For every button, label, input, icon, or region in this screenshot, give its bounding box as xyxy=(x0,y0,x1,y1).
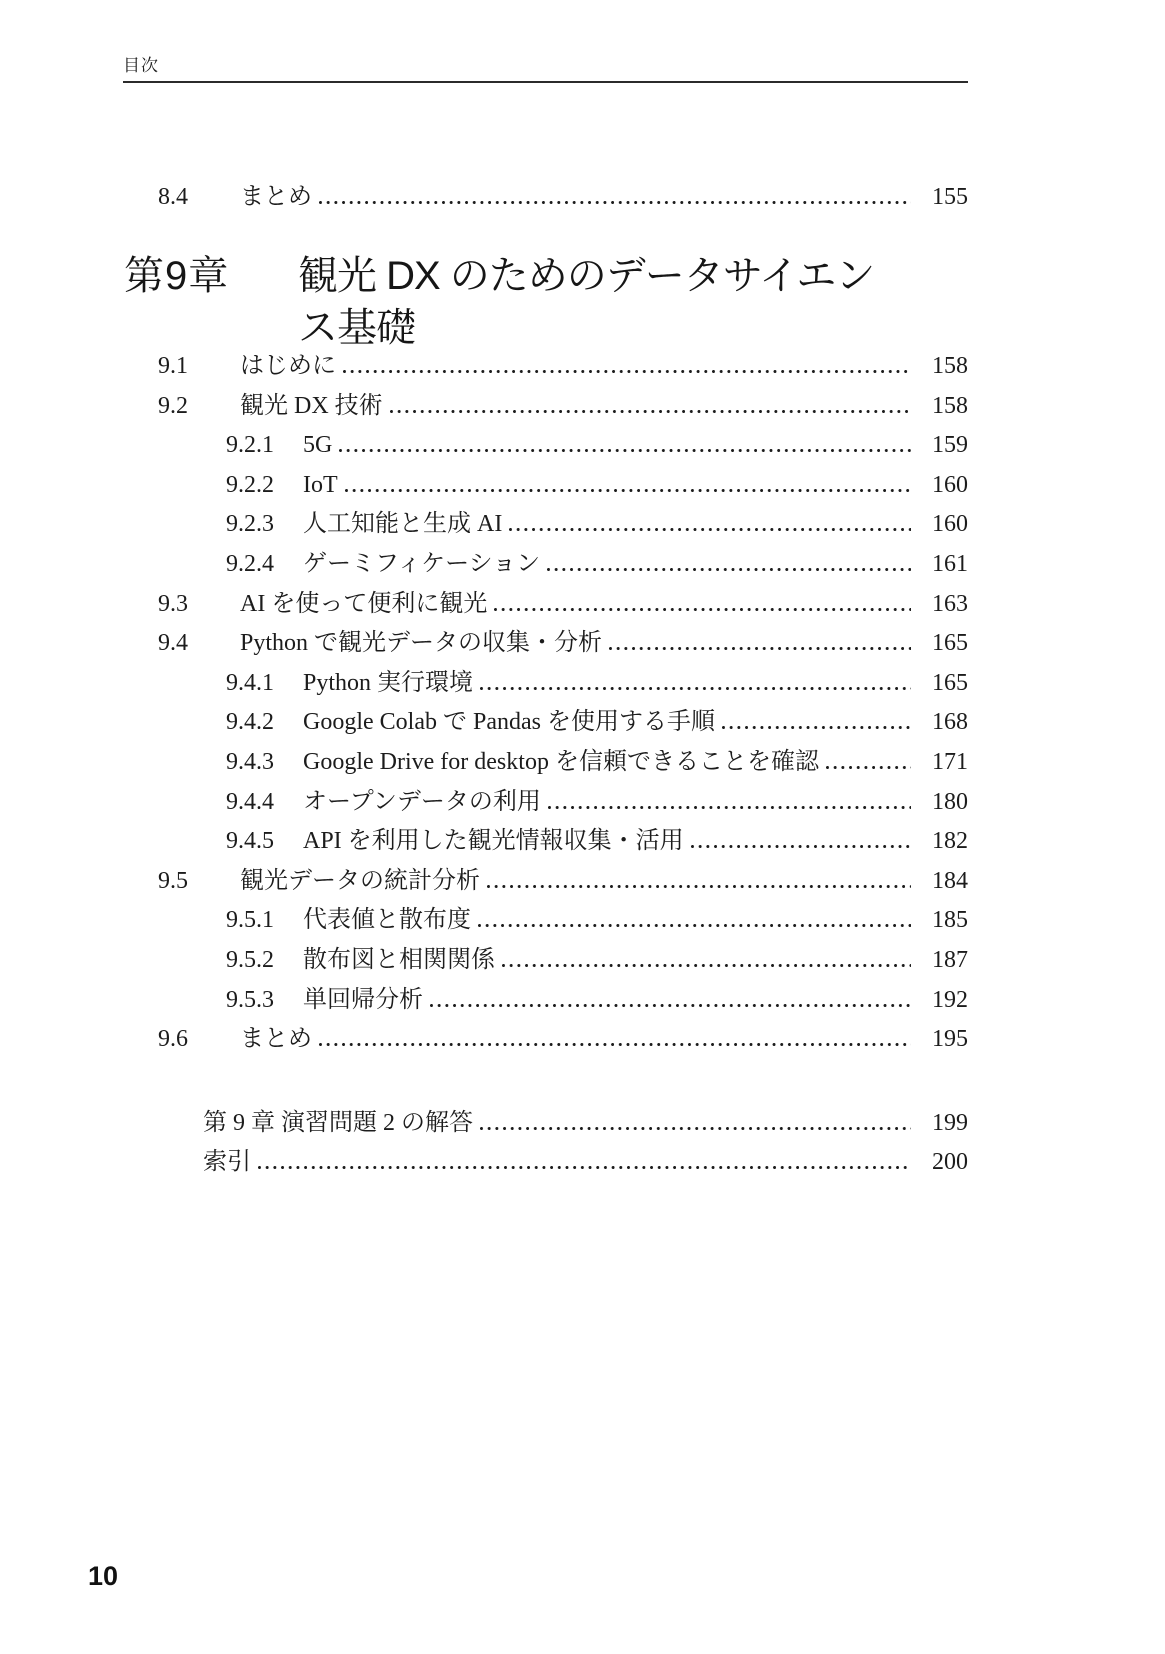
chapter-heading xyxy=(123,250,1023,354)
entry-title: Python で観光データの収集・分析 xyxy=(240,630,603,657)
page-header xyxy=(123,55,968,83)
dot-leader xyxy=(826,766,911,769)
entry-number: 9.2.4 xyxy=(226,550,274,577)
entry-number: 9.5.1 xyxy=(226,907,274,934)
dot-leader xyxy=(319,1043,911,1046)
toc-entry xyxy=(123,505,968,545)
toc-entry xyxy=(123,624,968,664)
entry-page-number: 185 xyxy=(932,907,968,934)
toc-entry xyxy=(123,862,968,902)
entry-page-number: 159 xyxy=(932,432,968,459)
dot-leader xyxy=(345,489,911,492)
dot-leader xyxy=(547,568,911,571)
entry-title: ゲーミフィケーション xyxy=(303,550,541,577)
toc-entry xyxy=(123,664,968,704)
dot-leader xyxy=(430,1004,911,1007)
toc-entry xyxy=(123,743,968,783)
toc-back-matter xyxy=(123,1104,968,1181)
entry-page-number: 180 xyxy=(932,788,968,815)
entry-page-number: 200 xyxy=(932,1148,968,1175)
dot-leader xyxy=(509,528,911,531)
dot-leader xyxy=(480,687,911,690)
chapter-label: 第9章 xyxy=(124,254,230,298)
dot-leader xyxy=(691,845,911,848)
entry-page-number: 184 xyxy=(932,867,968,894)
entry-page-number: 165 xyxy=(932,669,968,696)
entry-title: まとめ xyxy=(240,1026,312,1053)
dot-leader xyxy=(343,370,911,373)
toc-entry xyxy=(123,901,968,941)
entry-title: オープンデータの利用 xyxy=(303,788,541,815)
chapter-title-line-2: ス基礎 xyxy=(298,306,415,350)
entry-page-number: 165 xyxy=(932,630,968,657)
entry-number: 8.4 xyxy=(158,184,188,210)
entry-title: 単回帰分析 xyxy=(303,986,423,1013)
entry-number: 9.4.5 xyxy=(226,828,274,855)
chapter-title xyxy=(298,250,1023,354)
entry-page-number: 163 xyxy=(932,590,968,617)
toc-entry xyxy=(123,545,968,585)
entry-number: 9.2.2 xyxy=(226,471,274,498)
toc-entry xyxy=(123,178,968,218)
entry-title: API を利用した観光情報収集・活用 xyxy=(303,828,684,855)
entry-number: 9.5.3 xyxy=(226,986,274,1013)
entry-title: 観光データの統計分析 xyxy=(240,867,480,894)
entry-number: 9.4 xyxy=(158,630,188,657)
entry-title: 5G xyxy=(303,432,333,459)
dot-leader xyxy=(319,201,911,204)
entry-title: はじめに xyxy=(240,353,336,379)
entry-title: 代表値と散布度 xyxy=(303,907,471,934)
toc-entry xyxy=(123,347,968,387)
entry-page-number: 171 xyxy=(932,748,968,775)
dot-leader xyxy=(487,885,911,888)
entry-page-number: 187 xyxy=(932,946,968,973)
entry-number: 9.5 xyxy=(158,867,188,894)
toc-entry xyxy=(123,703,968,743)
entry-page-number: 155 xyxy=(932,184,968,210)
entry-title: 散布図と相関関係 xyxy=(303,946,495,973)
entry-title: Google Colab で Pandas を使用する手順 xyxy=(303,709,715,736)
dot-leader xyxy=(502,964,911,967)
entry-number: 9.4.2 xyxy=(226,709,274,736)
entry-title: 観光 DX 技術 xyxy=(240,392,383,419)
folio-page-number: 10 xyxy=(88,1561,119,1591)
entry-number: 9.2.1 xyxy=(226,432,274,459)
entry-page-number: 158 xyxy=(932,392,968,419)
entry-page-number: 160 xyxy=(932,511,968,538)
entry-title: Google Drive for desktop を信頼できることを確認 xyxy=(303,748,819,775)
entry-title: まとめ xyxy=(240,184,312,210)
dot-leader xyxy=(390,410,911,413)
dot-leader xyxy=(494,608,911,611)
entry-number: 9.2 xyxy=(158,392,188,419)
dot-leader xyxy=(548,806,911,809)
chapter-title-line-1: 観光 DX のためのデータサイエン xyxy=(298,254,875,298)
toc-entry xyxy=(123,981,968,1021)
entry-page-number: 199 xyxy=(932,1110,968,1136)
entry-number: 9.5.2 xyxy=(226,946,274,973)
dot-leader xyxy=(339,449,911,452)
toc-entry xyxy=(123,387,968,427)
entry-page-number: 195 xyxy=(932,1026,968,1053)
entry-title: Python 実行環境 xyxy=(303,669,474,696)
entry-page-number: 182 xyxy=(932,828,968,855)
dot-leader xyxy=(722,726,911,729)
entry-number: 9.4.3 xyxy=(226,748,274,775)
entry-page-number: 161 xyxy=(932,550,968,577)
entry-title: AI を使って便利に観光 xyxy=(240,590,488,617)
entry-number: 9.6 xyxy=(158,1026,188,1053)
toc-entries xyxy=(123,347,968,1060)
back-matter-entry xyxy=(123,1104,968,1143)
entry-page-number: 168 xyxy=(932,709,968,736)
entry-number: 9.4.1 xyxy=(226,669,274,696)
dot-leader xyxy=(478,924,911,927)
entry-page-number: 158 xyxy=(932,353,968,379)
entry-title: 索引 xyxy=(203,1148,251,1175)
entry-title: IoT xyxy=(303,471,338,498)
entry-number: 9.4.4 xyxy=(226,788,274,815)
back-matter-entry xyxy=(123,1143,968,1182)
entry-number: 9.2.3 xyxy=(226,511,274,538)
header-title: 目次 xyxy=(123,56,159,75)
entry-number: 9.3 xyxy=(158,590,188,617)
dot-leader xyxy=(480,1127,911,1130)
toc-entry xyxy=(123,426,968,466)
toc-entry xyxy=(123,822,968,862)
toc-entry xyxy=(123,466,968,506)
entry-page-number: 192 xyxy=(932,986,968,1013)
entry-number: 9.1 xyxy=(158,353,188,379)
toc-entry xyxy=(123,783,968,823)
dot-leader xyxy=(258,1166,911,1169)
toc-entry xyxy=(123,1020,968,1060)
toc-pre-entries xyxy=(123,178,968,218)
entry-page-number: 160 xyxy=(932,471,968,498)
entry-title: 第 9 章 演習問題 2 の解答 xyxy=(203,1110,473,1136)
entry-title: 人工知能と生成 AI xyxy=(303,511,503,538)
toc-entry xyxy=(123,941,968,981)
toc-entry xyxy=(123,585,968,625)
dot-leader xyxy=(609,647,911,650)
